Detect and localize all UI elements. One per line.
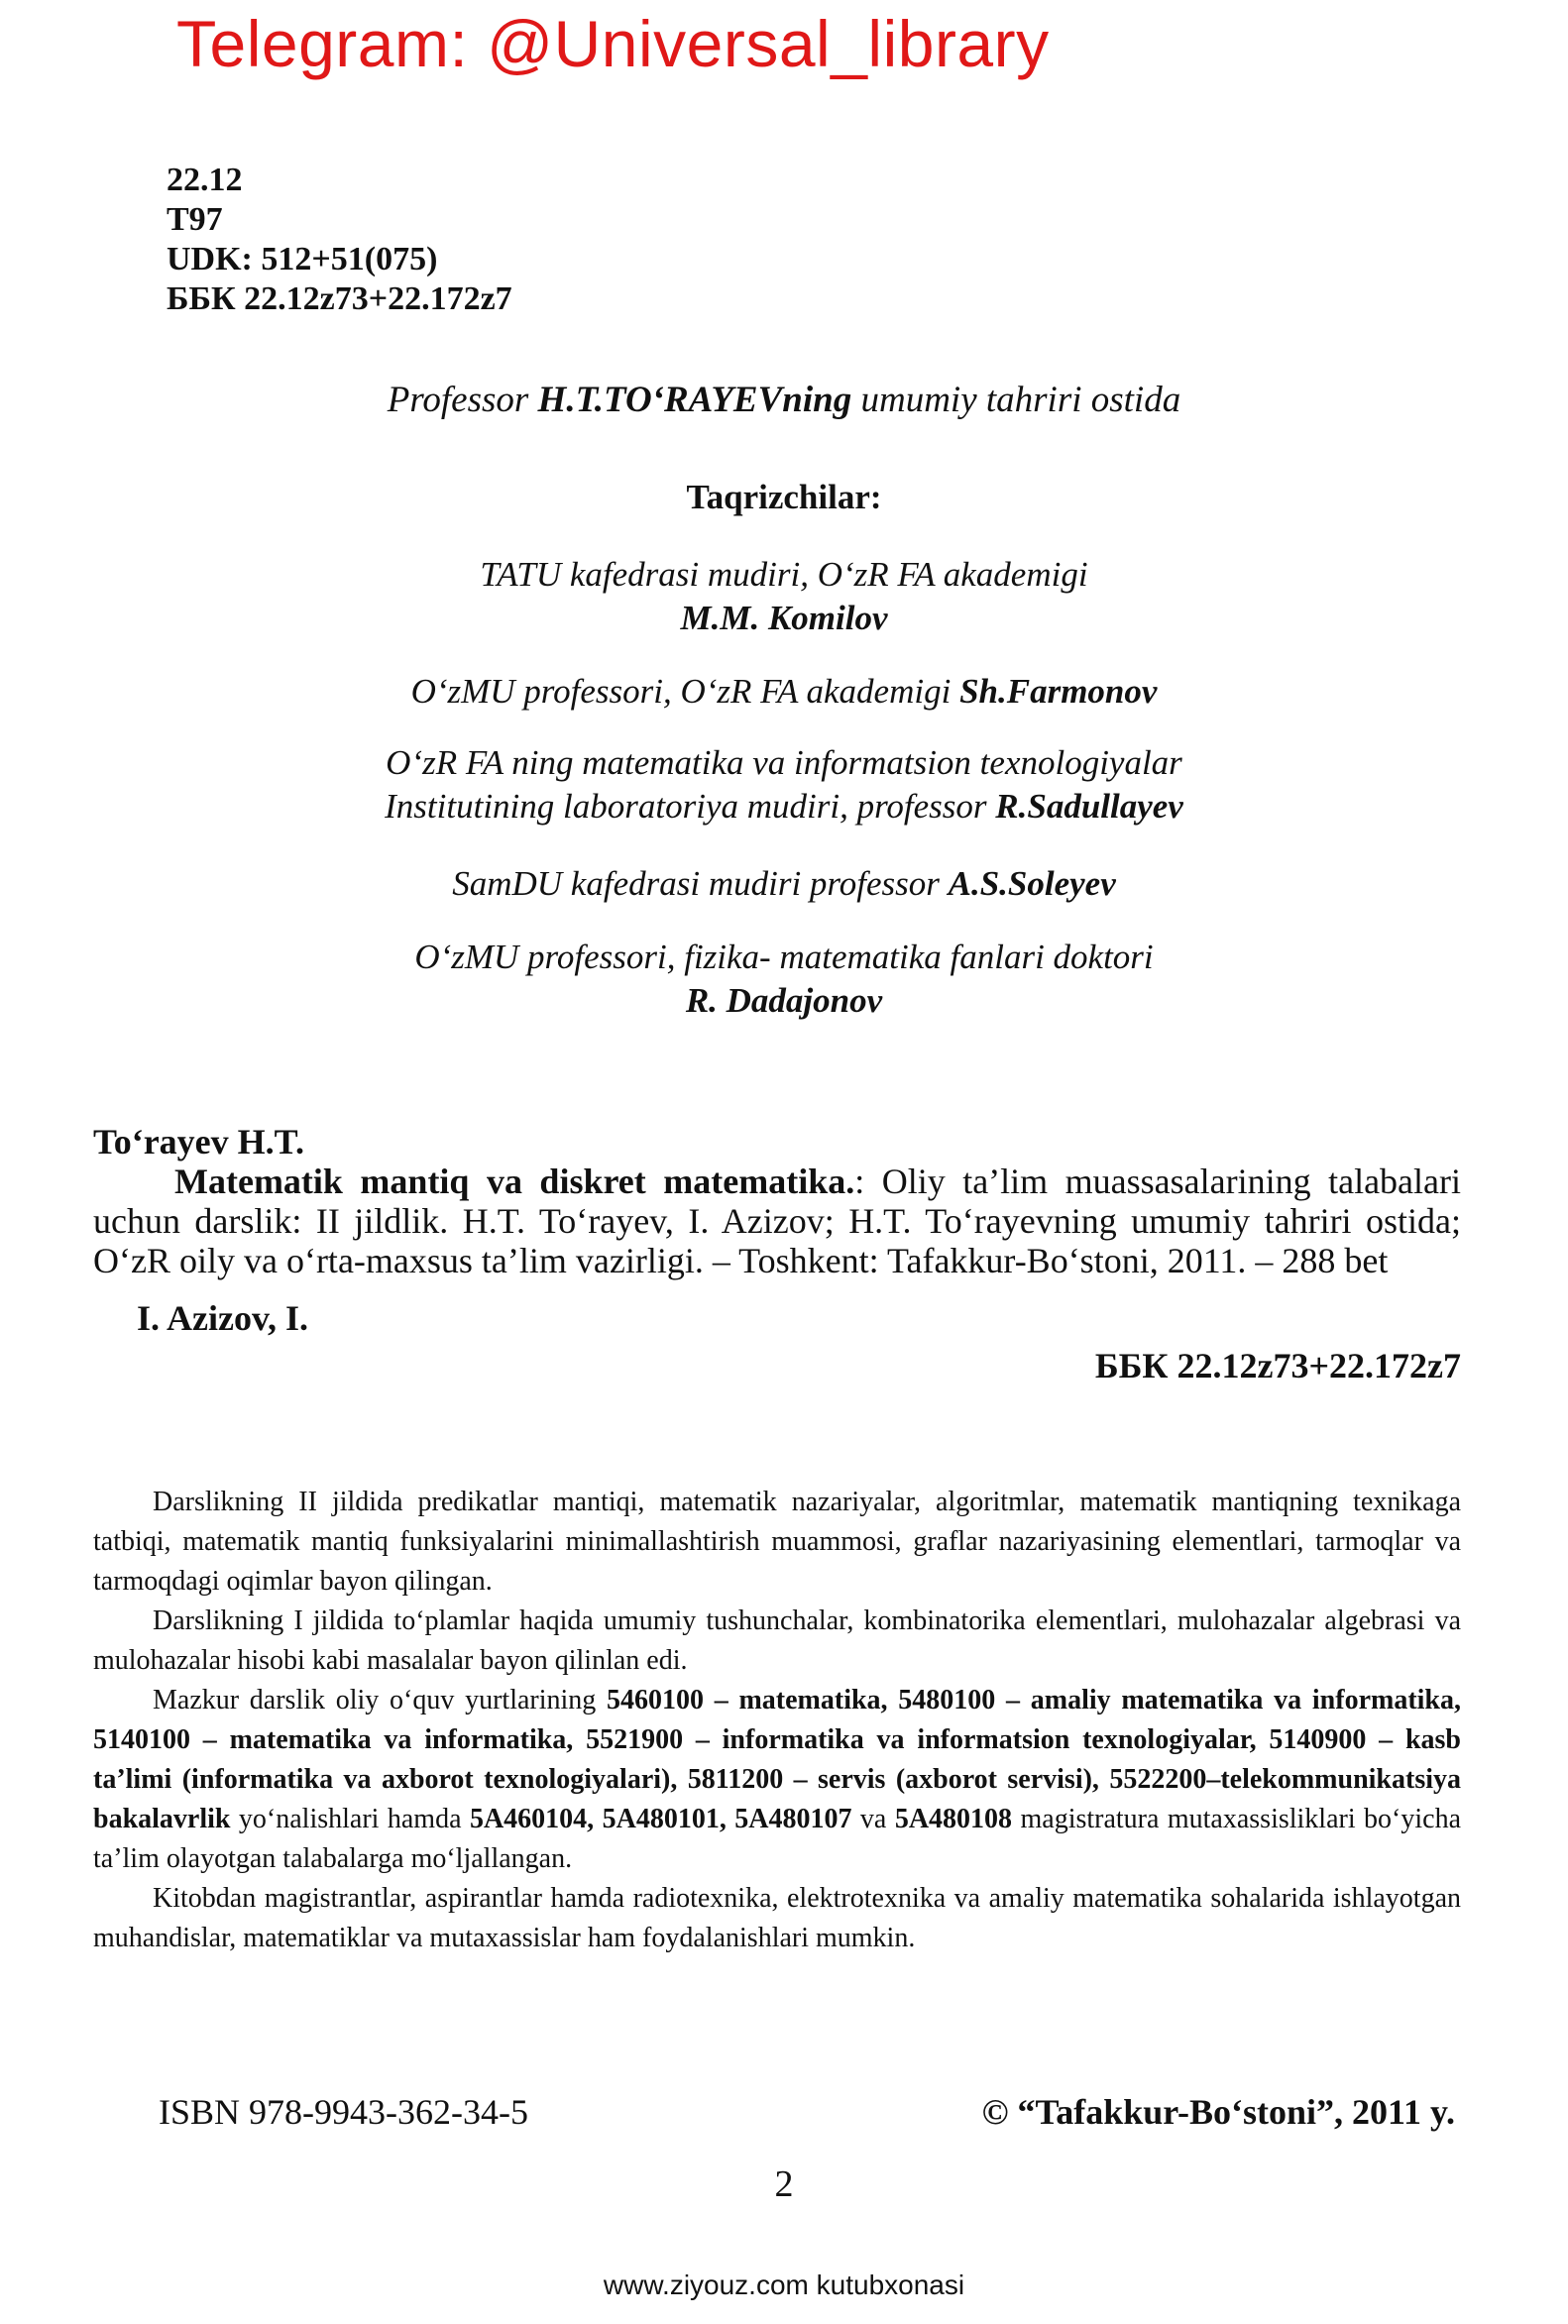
reviewer-3-position-2: Institutining laboratoriya mudiri, professor bbox=[385, 787, 987, 826]
p3-seg-5: 5A480108 bbox=[894, 1804, 1013, 1834]
record-coauthor: I. Azizov, I. bbox=[137, 1298, 309, 1338]
reviewer-1-position: TATU kafedrasi mudiri, O‘zR FA akademigi bbox=[480, 555, 1088, 594]
reviewer-4-position: SamDU kafedrasi mudiri professor bbox=[452, 864, 940, 903]
reviewer-2-name: Sh.Farmonov bbox=[959, 672, 1158, 711]
classification-codes bbox=[167, 161, 512, 319]
p3-seg-6: magistratura mutaxassisliklari bo‘yicha ta’lim olayotgan talabalarga mo‘ljallangan. bbox=[93, 1804, 1462, 1874]
reviewer-1 bbox=[0, 553, 1568, 640]
reviewer-5 bbox=[0, 936, 1568, 1023]
annotation-paragraph-4: Kitobdan magistrantlar, aspirantlar hamda radiotexnika, elektrotexnika va amaliy matematika sohalarida ishlayotgan muhandislar, matematiklar va mutaxassislar ham foydalanishlari mumkin. bbox=[93, 1883, 1461, 1953]
reviewer-3-name: R.Sadullayev bbox=[995, 787, 1183, 826]
p3-seg-0: Mazkur darslik oliy o‘quv yurtlarining bbox=[153, 1685, 608, 1715]
reviewer-1-name: M.M. Komilov bbox=[680, 599, 888, 637]
p3-seg-4: va bbox=[851, 1804, 895, 1834]
editor-line bbox=[0, 379, 1568, 421]
editor-prefix: Professor bbox=[387, 380, 529, 420]
annotation-paragraph-3 bbox=[93, 1681, 1461, 1879]
udk-code: UDK: 512+51(075) bbox=[167, 241, 438, 277]
copyright: © “Tafakkur-Bo‘stoni”, 2011 y. bbox=[981, 2092, 1455, 2132]
bibliographic-record bbox=[93, 1122, 1461, 1385]
record-details: : Oliy ta’lim muassasalarining talabalari uchun darslik: II jildlik. H.T. To‘rayev, I. Azizov; H.T. To‘rayevning umumiy tahriri ostida; O‘zR oily va o‘rta-maxsus ta’lim vazirligi. – Toshkent: Tafakkur-Bo‘stoni, 2011. – 288 bet bbox=[93, 1162, 1461, 1280]
telegram-watermark: Telegram: @Universal_library bbox=[176, 7, 1050, 80]
p3-seg-1: 5460100 – matematika, 5480100 – amaliy matematika va informatika, 5140100 – matematika va informatika, 5521900 – informatika va informatsion texnologiyalar, 5140900 – kasb ta’limi (informatika va axborot texnologiyalari), 5811200 – servis (axborot servisi), 5522200–telekommunikatsiya bakalavrlik bbox=[93, 1685, 1462, 1834]
reviewer-2 bbox=[0, 670, 1568, 714]
reviewer-2-position: O‘zMU professori, O‘zR FA akademigi bbox=[410, 672, 952, 711]
record-description bbox=[93, 1162, 1461, 1280]
reviewer-4 bbox=[0, 862, 1568, 906]
annotation-paragraph-1: Darslikning II jildida predikatlar mantiqi, matematik nazariyalar, algoritmlar, matematik mantiqning texnikaga tatbiqi, matematik mantiq funksiyalarini minimallashtirish muammosi, graflar nazariyasining elementlari, tarmoqlar va tarmoqdagi oqimlar bayon qilingan. bbox=[93, 1487, 1461, 1597]
editor-suffix: umumiy tahriri ostida bbox=[860, 380, 1181, 420]
class-code-1: 22.12 bbox=[167, 162, 243, 198]
page-number: 2 bbox=[774, 2163, 794, 2205]
p3-seg-2: yo‘nalishlari hamda bbox=[230, 1804, 470, 1834]
class-code-2: T97 bbox=[167, 201, 223, 238]
record-bbk: ББК 22.12z73+22.172z7 bbox=[1094, 1346, 1461, 1385]
footer-watermark: www.ziyouz.com kutubxonasi bbox=[603, 2269, 965, 2300]
reviewer-5-name: R. Dadajonov bbox=[685, 981, 883, 1020]
p3-seg-3: 5A460104, 5A480101, 5A480107 bbox=[469, 1804, 852, 1834]
reviewer-3 bbox=[0, 741, 1568, 829]
reviewer-4-name: A.S.Soleyev bbox=[948, 864, 1116, 903]
record-author: To‘rayev H.T. bbox=[93, 1122, 304, 1162]
annotation bbox=[93, 1483, 1461, 1958]
reviewer-3-position: O‘zR FA ning matematika va informatsion texnologiyalar bbox=[386, 743, 1182, 782]
isbn: ISBN 978-9943-362-34-5 bbox=[159, 2092, 528, 2132]
annotation-paragraph-2: Darslikning I jildida to‘plamlar haqida umumiy tushunchalar, kombinatorika elementlari, mulohazalar algebrasi va mulohazalar hisobi kabi masalalar bayon qilinlan edi. bbox=[93, 1605, 1461, 1676]
editor-name: H.T.TO‘RAYEVning bbox=[537, 380, 852, 420]
bbk-code: ББК 22.12z73+22.172z7 bbox=[167, 280, 512, 317]
record-title: Matematik mantiq va diskret matematika. bbox=[174, 1162, 855, 1201]
reviewer-5-position: O‘zMU professori, fizika- matematika fanlari doktori bbox=[414, 938, 1154, 976]
reviewers-heading: Taqrizchilar: bbox=[686, 478, 882, 516]
